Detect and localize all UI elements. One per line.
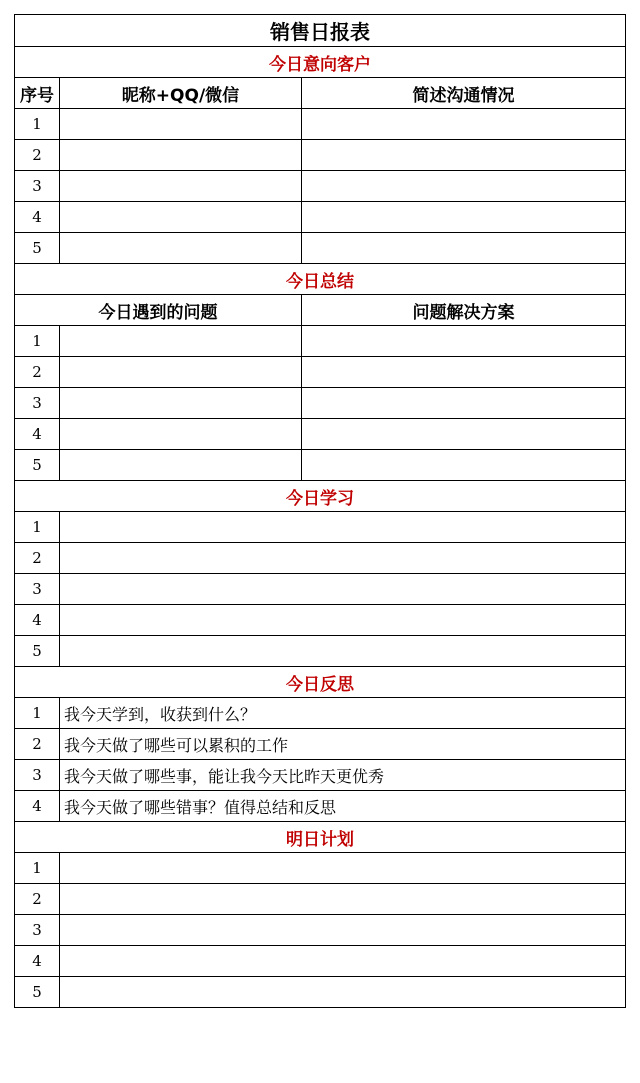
table-row xyxy=(15,140,626,171)
reflection-prompt[interactable]: 我今天做了哪些事，能让我今天比昨天更优秀 xyxy=(60,760,626,791)
problem-cell[interactable] xyxy=(60,450,302,481)
column-header-row xyxy=(15,295,626,326)
section-header-row xyxy=(15,264,626,295)
nickname-contact-cell[interactable] xyxy=(60,202,302,233)
table-row xyxy=(15,450,626,481)
table-row xyxy=(15,574,626,605)
header-solutions: 问题解决方案 xyxy=(302,295,626,326)
table-row xyxy=(15,605,626,636)
table-row xyxy=(15,326,626,357)
row-number: 5 xyxy=(15,450,60,481)
header-nickname-contact: 昵称+QQ/微信 xyxy=(60,78,302,109)
row-number: 5 xyxy=(15,233,60,264)
header-communication-summary: 简述沟通情况 xyxy=(302,78,626,109)
row-number: 3 xyxy=(15,574,60,605)
table-row xyxy=(15,853,626,884)
row-number: 1 xyxy=(15,853,60,884)
title-row xyxy=(15,15,626,47)
table-row xyxy=(15,233,626,264)
row-number: 4 xyxy=(15,605,60,636)
row-number: 5 xyxy=(15,977,60,1008)
plan-cell[interactable] xyxy=(60,853,626,884)
plan-cell[interactable] xyxy=(60,946,626,977)
row-number: 1 xyxy=(15,109,60,140)
plan-cell[interactable] xyxy=(60,915,626,946)
reflection-prompt[interactable]: 我今天学到，收获到什么？ xyxy=(60,698,626,729)
row-number: 2 xyxy=(15,884,60,915)
plan-cell[interactable] xyxy=(60,977,626,1008)
section-header-row xyxy=(15,481,626,512)
section-title-intent-customers: 今日意向客户 xyxy=(15,47,626,78)
row-number: 3 xyxy=(15,760,60,791)
section-title-daily-learning: 今日学习 xyxy=(15,481,626,512)
table-row xyxy=(15,109,626,140)
problem-cell[interactable] xyxy=(60,419,302,450)
row-number: 4 xyxy=(15,946,60,977)
row-number: 5 xyxy=(15,636,60,667)
problem-cell[interactable] xyxy=(60,388,302,419)
row-number: 4 xyxy=(15,791,60,822)
learning-cell[interactable] xyxy=(60,636,626,667)
learning-cell[interactable] xyxy=(60,512,626,543)
learning-cell[interactable] xyxy=(60,574,626,605)
header-problems-encountered: 今日遇到的问题 xyxy=(15,295,302,326)
table-row xyxy=(15,388,626,419)
table-row xyxy=(15,977,626,1008)
section-header-row xyxy=(15,667,626,698)
table-row xyxy=(15,171,626,202)
section-header-row xyxy=(15,47,626,78)
communication-summary-cell[interactable] xyxy=(302,202,626,233)
row-number: 4 xyxy=(15,202,60,233)
nickname-contact-cell[interactable] xyxy=(60,140,302,171)
column-header-row xyxy=(15,78,626,109)
row-number: 3 xyxy=(15,915,60,946)
problem-cell[interactable] xyxy=(60,326,302,357)
table-row xyxy=(15,419,626,450)
table-row xyxy=(15,915,626,946)
table-row xyxy=(15,636,626,667)
table-row xyxy=(15,202,626,233)
communication-summary-cell[interactable] xyxy=(302,140,626,171)
report-title: 销售日报表 xyxy=(15,15,626,47)
table-row xyxy=(15,946,626,977)
reflection-prompt[interactable]: 我今天做了哪些错事？值得总结和反思 xyxy=(60,791,626,822)
table-row xyxy=(15,698,626,729)
table-row xyxy=(15,512,626,543)
header-serial-number: 序号 xyxy=(15,78,60,109)
table-row xyxy=(15,357,626,388)
row-number: 1 xyxy=(15,512,60,543)
communication-summary-cell[interactable] xyxy=(302,171,626,202)
table-row xyxy=(15,729,626,760)
section-header-row xyxy=(15,822,626,853)
nickname-contact-cell[interactable] xyxy=(60,109,302,140)
table-row xyxy=(15,884,626,915)
table-row xyxy=(15,760,626,791)
problem-cell[interactable] xyxy=(60,357,302,388)
table-row xyxy=(15,791,626,822)
row-number: 3 xyxy=(15,171,60,202)
row-number: 2 xyxy=(15,140,60,171)
table-row xyxy=(15,543,626,574)
solution-cell[interactable] xyxy=(302,326,626,357)
solution-cell[interactable] xyxy=(302,450,626,481)
row-number: 1 xyxy=(15,698,60,729)
reflection-prompt[interactable]: 我今天做了哪些可以累积的工作 xyxy=(60,729,626,760)
section-title-tomorrow-plan: 明日计划 xyxy=(15,822,626,853)
section-title-daily-summary: 今日总结 xyxy=(15,264,626,295)
row-number: 4 xyxy=(15,419,60,450)
row-number: 2 xyxy=(15,543,60,574)
nickname-contact-cell[interactable] xyxy=(60,233,302,264)
communication-summary-cell[interactable] xyxy=(302,109,626,140)
row-number: 3 xyxy=(15,388,60,419)
row-number: 1 xyxy=(15,326,60,357)
learning-cell[interactable] xyxy=(60,605,626,636)
solution-cell[interactable] xyxy=(302,388,626,419)
communication-summary-cell[interactable] xyxy=(302,233,626,264)
sales-daily-report-table xyxy=(14,14,626,1008)
solution-cell[interactable] xyxy=(302,357,626,388)
solution-cell[interactable] xyxy=(302,419,626,450)
plan-cell[interactable] xyxy=(60,884,626,915)
section-title-daily-reflection: 今日反思 xyxy=(15,667,626,698)
row-number: 2 xyxy=(15,729,60,760)
learning-cell[interactable] xyxy=(60,543,626,574)
nickname-contact-cell[interactable] xyxy=(60,171,302,202)
row-number: 2 xyxy=(15,357,60,388)
